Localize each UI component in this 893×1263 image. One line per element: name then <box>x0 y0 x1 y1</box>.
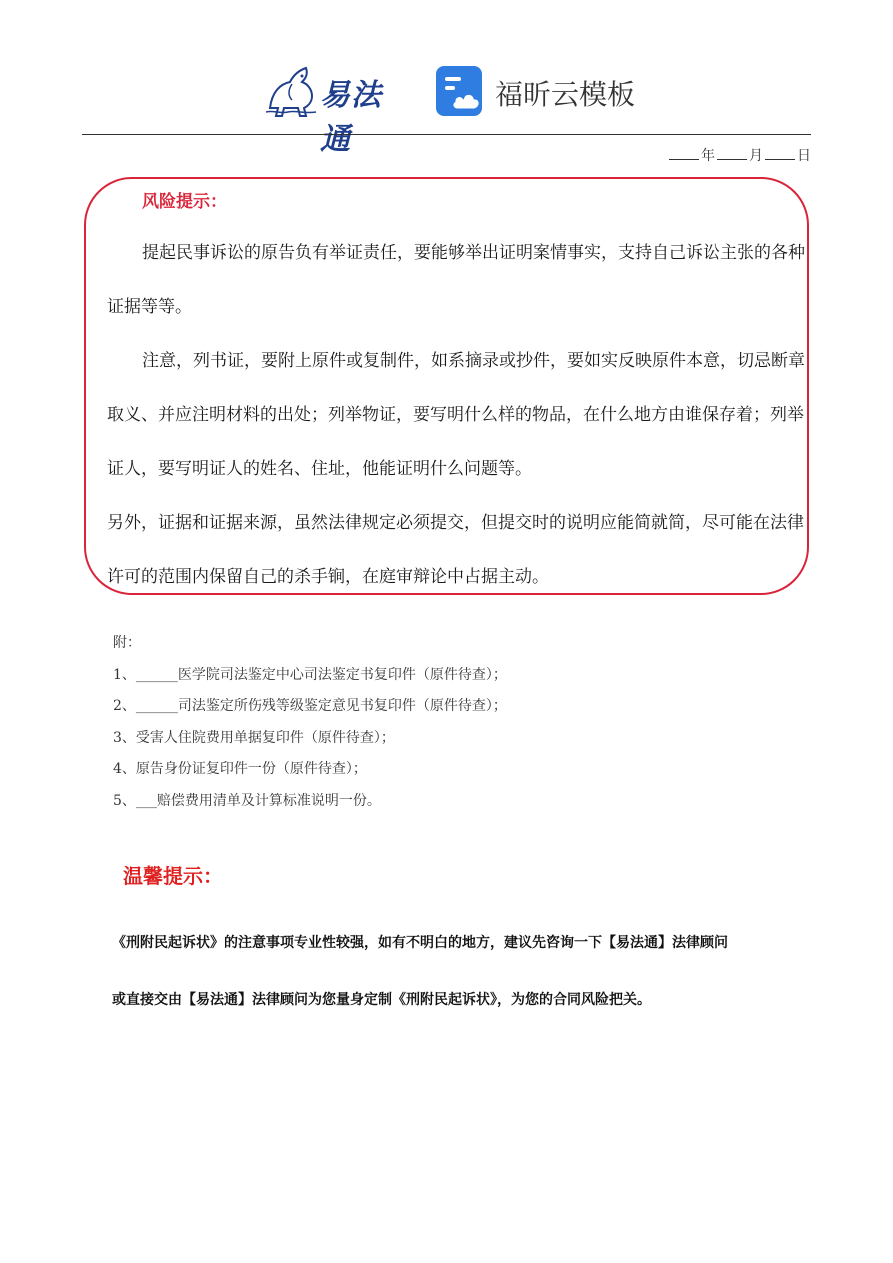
month-label: 月 <box>749 148 763 164</box>
yifatong-logo <box>262 62 412 157</box>
yifatong-logo-text: 易法通 <box>320 78 382 157</box>
tip-line-2: 或直接交由【易法通】法律顾问为您量身定制《刑附民起诉状》，为您的合同风险把关。 <box>112 992 651 1008</box>
attachment-num: 1、 <box>113 666 136 683</box>
attachments-heading: 附： <box>113 635 141 651</box>
risk-paragraph-3: 另外，证据和证据来源，虽然法律规定必须提交，但提交时的说明应能简就简，尽可能在法律许可的范围内保留自己的杀手锏，在庭审辩论中占据主动。 <box>107 513 804 587</box>
attachment-num: 3、 <box>113 729 136 746</box>
day-blank[interactable] <box>765 147 795 160</box>
attachment-item-4 <box>113 754 507 786</box>
horse-seal-icon <box>262 62 320 118</box>
tip-body <box>112 915 812 1029</box>
tip-title: 温馨提示： <box>123 864 223 888</box>
day-label: 日 <box>797 148 811 164</box>
attachment-text: 司法鉴定所伤残等级鉴定意见书复印件（原件待查）； <box>177 698 507 714</box>
attachment-num: 5、 <box>113 792 136 809</box>
attachment-blank: ___ <box>135 792 157 809</box>
date-line <box>667 145 811 165</box>
risk-title: 风险提示： <box>142 192 227 212</box>
attachment-text: 赔偿费用清单及计算标准说明一份。 <box>156 792 381 809</box>
month-blank[interactable] <box>717 147 747 160</box>
attachment-blank: ______ <box>135 666 178 683</box>
header-divider <box>82 134 811 135</box>
attachment-item-3 <box>113 723 507 755</box>
risk-paragraph-2: 注意，列书证，要附上原件或复制件，如系摘录或抄件，要如实反映原件本意，切忌断章取义、并应注明材料的出处；列举物证，要写明什么样的物品，在什么地方由谁保存着；列举证人，要写明证人的姓名、住址，他能证明什么问题等。 <box>107 351 805 479</box>
tip-line-1: 《刑附民起诉状》的注意事项专业性较强，如有不明白的地方，建议先咨询一下【易法通】法律顾问 <box>112 935 728 951</box>
foxit-template-logo-text: 福昕云模板 <box>495 78 636 111</box>
attachment-num: 2、 <box>113 698 136 714</box>
attachment-text: 医学院司法鉴定中心司法鉴定书复印件（原件待查）； <box>177 666 507 683</box>
attachment-blank: ______ <box>135 698 178 714</box>
risk-body <box>107 226 810 604</box>
attachment-text: 原告身份证复印件一份（原件待查）； <box>135 761 367 777</box>
year-label: 年 <box>701 148 715 164</box>
risk-paragraph-1: 提起民事诉讼的原告负有举证责任，要能够举出证明案情事实，支持自己诉讼主张的各种证据等等。 <box>107 243 805 317</box>
attachment-num: 4、 <box>113 761 136 777</box>
header <box>0 58 893 157</box>
attachment-item-2 <box>113 691 507 723</box>
attachment-text: 受害人住院费用单据复印件（原件待查）； <box>135 729 395 746</box>
risk-warning-box <box>84 177 809 595</box>
attachments-list <box>113 628 507 817</box>
attachment-item-1 <box>113 660 507 692</box>
cloud-document-icon <box>436 66 488 118</box>
year-blank[interactable] <box>669 147 699 160</box>
attachment-item-5 <box>113 786 507 818</box>
